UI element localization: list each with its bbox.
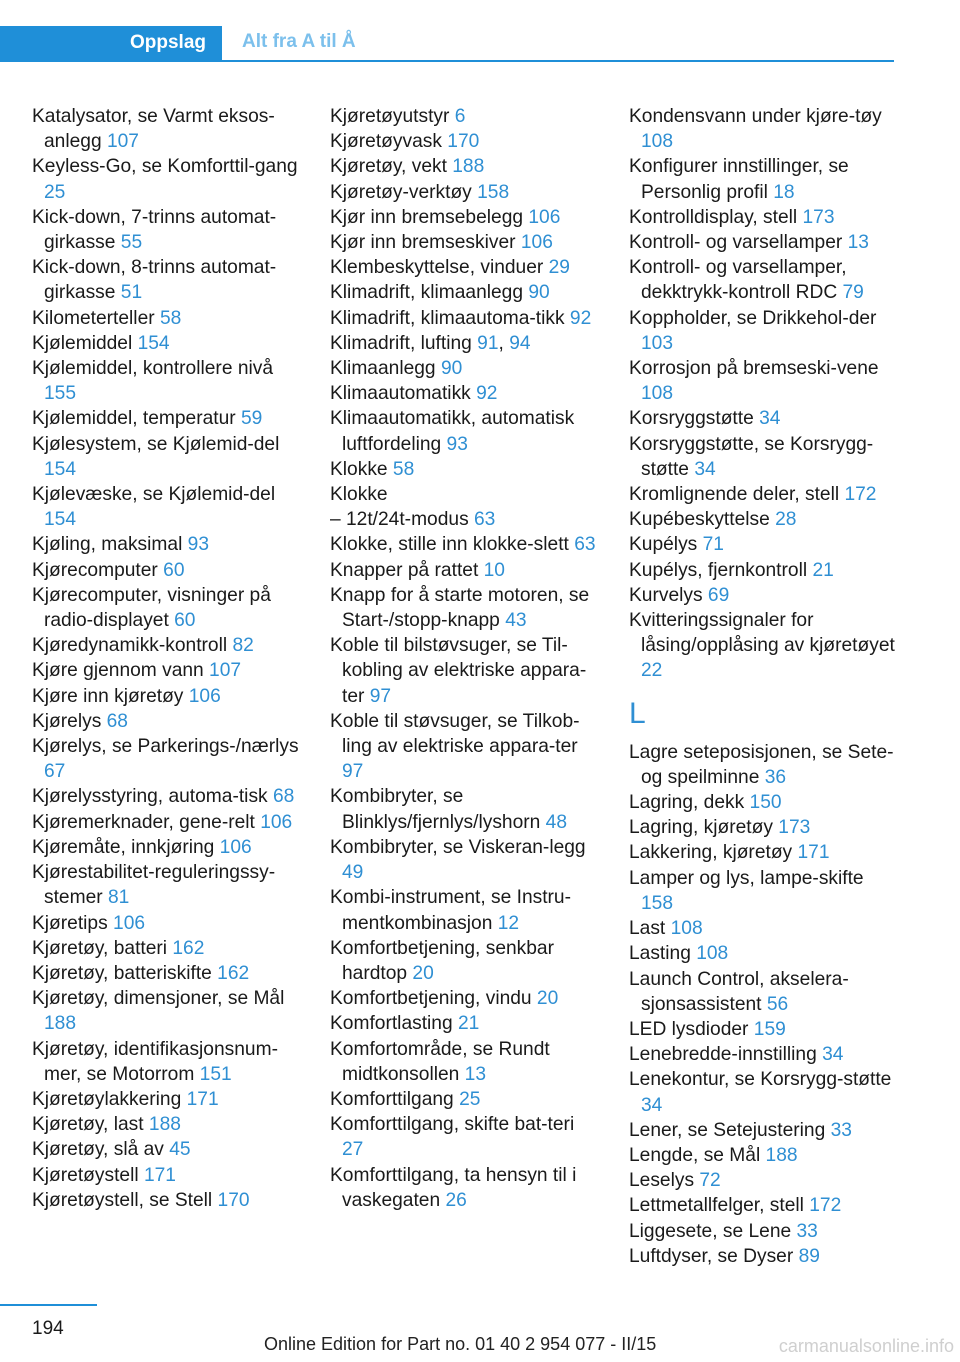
- page-link[interactable]: 97: [369, 685, 392, 707]
- index-term: Korsryggstøtte: [629, 408, 760, 430]
- page-link[interactable]: 49: [342, 862, 364, 884]
- index-entry: [629, 104, 899, 154]
- index-entry: [32, 1163, 302, 1188]
- index-term: LED lysdioder: [629, 1018, 754, 1040]
- index-entry: [330, 406, 600, 456]
- index-term: Kjørestabilitet-reguleringssy-stemer: [32, 862, 276, 909]
- index-entry: [629, 815, 899, 840]
- index-term: Kontrolldisplay, stell: [629, 206, 803, 228]
- index-term: Kjøremerknader, gene-relt: [32, 811, 261, 833]
- page-link[interactable]: 171: [186, 1088, 219, 1110]
- page-link[interactable]: 60: [174, 610, 196, 632]
- page-link[interactable]: 158: [641, 892, 674, 914]
- page-link[interactable]: 188: [765, 1144, 798, 1166]
- page-link[interactable]: 20: [412, 962, 434, 984]
- tab-alt-fra-a-til-aa[interactable]: Alt fra A til Å: [242, 31, 356, 52]
- index-term: Kjøretøyvask: [330, 131, 448, 153]
- index-entry: [629, 558, 899, 583]
- page-link[interactable]: 22: [641, 660, 663, 682]
- page-link[interactable]: 13: [847, 232, 869, 254]
- index-entry: [330, 835, 600, 885]
- page-link[interactable]: 48: [545, 811, 568, 833]
- index-term: Kombi-instrument, se Instru-mentkombinasjon: [330, 887, 571, 934]
- index-entry: [32, 734, 302, 784]
- index-term: Knapper på rattet: [330, 559, 484, 581]
- index-term: Komforttilgang, skifte bat-teri: [330, 1114, 575, 1136]
- index-entry: [629, 205, 899, 230]
- index-term: Kontroll- og varsellamper: [629, 232, 848, 254]
- index-entry: [330, 1163, 600, 1213]
- index-term: Klimadrift, lufting: [330, 332, 478, 354]
- page-link[interactable]: 13: [464, 1063, 486, 1085]
- index-term: Lasting: [629, 943, 697, 965]
- index-entry: [330, 558, 600, 583]
- index-entry: [330, 230, 600, 255]
- index-entry: [629, 1042, 899, 1067]
- page-link[interactable]: 106: [219, 836, 252, 858]
- page-link[interactable]: 158: [477, 181, 510, 203]
- page-link[interactable]: 27: [342, 1139, 364, 1161]
- index-entry: [330, 482, 600, 507]
- index-entry: [629, 941, 899, 966]
- index-entry: [32, 205, 302, 255]
- page-link[interactable]: 59: [241, 408, 263, 430]
- page-link[interactable]: 51: [120, 282, 143, 304]
- page-link[interactable]: 72: [699, 1170, 721, 1192]
- index-entry: [330, 180, 600, 205]
- index-term: Kombibryter, se Blinklys/fjernlys/lyshorn: [330, 786, 546, 833]
- page-link[interactable]: 29: [548, 257, 570, 279]
- index-term: Kjølesystem, se Kjølemid-del: [32, 433, 280, 455]
- page-link[interactable]: 45: [169, 1139, 191, 1161]
- index-entry: [32, 784, 302, 809]
- index-term: Launch Control, akselera-sjonsassistent: [629, 968, 849, 1015]
- page-link[interactable]: 188: [44, 1013, 77, 1035]
- index-term: Kjøretøylakkering: [32, 1088, 187, 1110]
- page-link[interactable]: 91: [477, 332, 499, 354]
- index-term: Klembeskyttelse, vinduer: [330, 257, 549, 279]
- page-link[interactable]: 150: [749, 792, 782, 814]
- page-link[interactable]: 34: [694, 458, 716, 480]
- page-link[interactable]: 26: [445, 1189, 467, 1211]
- page-link[interactable]: 63: [474, 509, 496, 531]
- index-entry: [330, 280, 600, 305]
- index-entry: [32, 356, 302, 406]
- index-entry: [32, 835, 302, 860]
- page-link[interactable]: 55: [120, 232, 143, 254]
- index-entry: [629, 1244, 899, 1269]
- index-entry: [32, 583, 302, 633]
- index-entry: [32, 684, 302, 709]
- page-link[interactable]: 108: [696, 943, 729, 965]
- index-entry: [330, 154, 600, 179]
- index-entry: [629, 1143, 899, 1168]
- page-link[interactable]: 162: [172, 937, 205, 959]
- page-link[interactable]: 6: [454, 106, 466, 127]
- index-term: Lenekontur, se Korsrygg-støtte: [629, 1069, 892, 1091]
- index-column-2: [330, 104, 600, 1213]
- index-entry: [629, 1219, 899, 1244]
- index-entry: [629, 432, 899, 482]
- index-entry: [32, 633, 302, 658]
- index-term: Kick-down, 7-trinns automat-girkasse: [32, 206, 277, 254]
- index-term: Komfortlasting: [330, 1013, 458, 1035]
- page-link[interactable]: 68: [272, 786, 295, 808]
- index-entry: [32, 154, 302, 204]
- index-term: Klokke: [330, 484, 388, 506]
- page-link[interactable]: 33: [796, 1220, 818, 1242]
- index-term: Katalysator, se Varmt eksos-anlegg: [32, 106, 275, 153]
- index-entry: [330, 255, 600, 280]
- index-term: Kupélys: [629, 534, 703, 556]
- index-term: Kondensvann under kjøre-tøy: [629, 106, 882, 127]
- index-entry: [629, 154, 899, 204]
- page-link[interactable]: 107: [106, 131, 139, 153]
- page-link[interactable]: 171: [797, 842, 830, 864]
- page-link[interactable]: 106: [520, 232, 553, 254]
- index-term: Kjøretips: [32, 912, 114, 934]
- page-number: 194: [32, 1318, 64, 1339]
- index-term: Kjørecomputer: [32, 559, 164, 581]
- index-term: Lamper og lys, lampe-skifte: [629, 867, 864, 889]
- index-term: Lagring, kjøretøy: [629, 817, 779, 839]
- page-link[interactable]: 68: [106, 710, 128, 732]
- page-link[interactable]: 92: [476, 383, 498, 405]
- page-link[interactable]: 173: [802, 206, 835, 228]
- index-entry: [32, 406, 302, 431]
- tab-oppslag-label: Oppslag: [129, 32, 206, 53]
- index-entry: [32, 1112, 302, 1137]
- page-link[interactable]: 28: [775, 509, 797, 531]
- index-entry: [32, 860, 302, 910]
- index-term: Konfigurer innstillinger, se Personlig profil: [629, 156, 849, 203]
- index-term: Kjørelys, se Parkerings-/nærlys: [32, 736, 299, 758]
- index-entry: [330, 936, 600, 986]
- page-link[interactable]: 12: [497, 912, 520, 934]
- page-link[interactable]: 103: [641, 332, 674, 354]
- index-entry: [330, 633, 600, 709]
- index-entry: [629, 1193, 899, 1218]
- index-term: Kjøretøy, identifikasjonsnum-mer, se Motorrom: [32, 1038, 278, 1085]
- page-link[interactable]: 154: [137, 332, 170, 354]
- index-term: Kick-down, 8-trinns automat-girkasse: [32, 257, 277, 304]
- page-link[interactable]: 34: [641, 1094, 663, 1116]
- index-term: Kilometerteller: [32, 307, 160, 329]
- index-entry: [629, 740, 899, 790]
- index-term: Koble til støvsuger, se Tilkob-ling av elektriske appara-ter: [330, 710, 580, 758]
- page-link[interactable]: 188: [452, 156, 485, 178]
- index-entry: [629, 790, 899, 815]
- edition-note: Online Edition for Part no. 01 40 2 954 077 - II/15: [264, 1334, 657, 1354]
- index-term: Kjølemiddel, temperatur: [32, 408, 242, 430]
- index-term: Kontroll- og varsellamper, dekktrykk-kontroll RDC: [629, 257, 847, 304]
- index-term: Kjølemiddel, kontrollere nivå: [32, 358, 274, 380]
- page-link[interactable]: 106: [188, 685, 221, 707]
- index-term: Kjøretøystell: [32, 1164, 144, 1186]
- index-entry: [330, 331, 600, 356]
- index-entry: [629, 507, 899, 532]
- index-term: Leselys: [629, 1170, 700, 1192]
- page-link[interactable]: 79: [842, 282, 864, 304]
- index-term: Kvitteringssignaler for låsing/opplåsing av kjøretøyet: [629, 610, 895, 657]
- index-entry: [32, 709, 302, 734]
- index-term: Koble til bilstøvsuger, se Til-kobling av elektriske appara-ter: [330, 635, 587, 707]
- index-entry: [330, 356, 600, 381]
- page-link[interactable]: 67: [44, 761, 66, 783]
- index-term: Kjøretøyutstyr: [330, 106, 455, 127]
- index-entry: [32, 104, 302, 154]
- index-entry: [32, 986, 302, 1036]
- index-entry: [629, 1118, 899, 1143]
- page-link[interactable]: 170: [447, 131, 480, 153]
- index-term: Lagre seteposisjonen, se Sete- og speilminne: [629, 741, 894, 788]
- index-term: Kromlignende deler, stell: [629, 484, 845, 506]
- page-link[interactable]: 63: [574, 534, 596, 556]
- page-link[interactable]: 155: [44, 383, 77, 405]
- section-letter: L: [629, 696, 646, 730]
- page-link[interactable]: 92: [569, 307, 592, 329]
- page-link[interactable]: 108: [641, 383, 674, 405]
- index-entry: [629, 482, 899, 507]
- watermark: carmanualsonline.info: [778, 1336, 954, 1356]
- index-term: Klimaautomatikk: [330, 383, 477, 405]
- index-entry: [32, 1037, 302, 1087]
- index-entry: [32, 306, 302, 331]
- page-link[interactable]: 21: [812, 559, 834, 581]
- index-term: Luftdyser, se Dyser: [629, 1245, 799, 1267]
- index-entry: [629, 255, 899, 305]
- index-term: Kjøre inn kjøretøy: [32, 685, 189, 707]
- page-link[interactable]: 58: [159, 307, 182, 329]
- page-link[interactable]: 89: [798, 1245, 820, 1267]
- index-column-3: [629, 104, 899, 1269]
- page-link[interactable]: 106: [113, 912, 146, 934]
- index-term: Kjøretøy, vekt: [330, 156, 453, 178]
- index-entry: [32, 1137, 302, 1162]
- index-entry: [32, 1188, 302, 1213]
- index-entry: [629, 356, 899, 406]
- page-link[interactable]: 172: [809, 1195, 842, 1217]
- index-term: Kjør inn bremsebelegg: [330, 206, 529, 228]
- index-term: Last: [629, 918, 671, 940]
- index-entry: [629, 230, 899, 255]
- page-link[interactable]: 43: [505, 610, 527, 632]
- index-term: Lener, se Setejustering: [629, 1119, 831, 1141]
- page-link[interactable]: 90: [528, 282, 550, 304]
- index-term: Klimaautomatikk, automatisk luftfordeling: [330, 408, 575, 455]
- index-term: Keyless-Go, se Komforttil-gang: [32, 156, 298, 178]
- index-term: Komfortbetjening, senkbar hardtop: [330, 937, 554, 984]
- index-entry: [32, 936, 302, 961]
- index-entry: [629, 967, 899, 1017]
- index-term: Lenebredde-innstilling: [629, 1044, 823, 1066]
- index-term: Kjøling, maksimal: [32, 534, 188, 556]
- index-term: Kjør inn bremseskiver: [330, 232, 521, 254]
- index-entry: [330, 381, 600, 406]
- index-term: Kjøredynamikk-kontroll: [32, 635, 233, 657]
- index-column-1: [32, 104, 302, 1213]
- page-link[interactable]: 94: [509, 332, 531, 354]
- index-entry: [330, 306, 600, 331]
- page-link[interactable]: 25: [44, 181, 66, 203]
- index-entry: [629, 608, 899, 684]
- index-term: Klimaanlegg: [330, 358, 441, 380]
- index-entry: [32, 911, 302, 936]
- index-entry: [32, 331, 302, 356]
- index-term: Komforttilgang, ta hensyn til i vaskegaten: [330, 1164, 577, 1211]
- page-link[interactable]: 20: [536, 988, 559, 1010]
- index-term: Kjørelys: [32, 710, 107, 732]
- index-term: Liggesete, se Lene: [629, 1220, 797, 1242]
- index-term: Kjøretøy, slå av: [32, 1139, 170, 1161]
- index-term: Kjørelysstyring, automa-tisk: [32, 786, 273, 808]
- index-term: Klokke: [330, 458, 393, 480]
- index-entry: [330, 583, 600, 633]
- index-entry: [32, 658, 302, 683]
- index-term: Kjøre gjennom vann: [32, 660, 210, 682]
- index-term: Koppholder, se Drikkehol-der: [629, 307, 877, 329]
- index-term: Kombibryter, se Viskeran-legg: [330, 836, 586, 858]
- page-link[interactable]: 90: [440, 358, 463, 380]
- index-entry: [330, 532, 600, 557]
- page-link[interactable]: 107: [209, 660, 242, 682]
- index-term: Kjøretøy, batteriskifte: [32, 962, 218, 984]
- index-entry: [330, 885, 600, 935]
- page-link[interactable]: 69: [707, 584, 730, 606]
- index-term: Kupébeskyttelse: [629, 509, 776, 531]
- index-entry: [32, 432, 302, 482]
- index-entry: [629, 306, 899, 356]
- index-term: Klimadrift, klimaanlegg: [330, 282, 529, 304]
- index-entry: [629, 916, 899, 941]
- page-link[interactable]: 34: [759, 408, 781, 430]
- index-entry: [629, 1067, 899, 1117]
- index-term: Komfortbetjening, vindu: [330, 988, 537, 1010]
- page-link[interactable]: 81: [107, 887, 130, 909]
- index-entry: [629, 406, 899, 431]
- index-term: Lengde, se Mål: [629, 1144, 766, 1166]
- page-link[interactable]: 21: [457, 1013, 480, 1035]
- index-entry: [32, 1087, 302, 1112]
- index-entry: [330, 205, 600, 230]
- index-term: Knapp for å starte motoren, se Start-/stopp-knapp: [330, 584, 590, 632]
- index-entry: [629, 532, 899, 557]
- index-entry: [629, 840, 899, 865]
- index-term: Korsryggstøtte, se Korsrygg-støtte: [629, 433, 874, 480]
- index-term: Kjøretøystell, se Stell: [32, 1189, 218, 1211]
- page-link[interactable]: 170: [217, 1189, 250, 1211]
- index-entry: [330, 104, 600, 129]
- index-entry: [32, 532, 302, 557]
- page-link[interactable]: 188: [148, 1114, 181, 1136]
- page-link[interactable]: 108: [641, 131, 674, 153]
- index-term: Kjørecomputer, visninger på radio-displayet: [32, 584, 271, 632]
- page-link[interactable]: 106: [260, 811, 293, 833]
- index-entry: [330, 709, 600, 785]
- index-term: Klimadrift, klimaautoma-tikk: [330, 307, 570, 329]
- page-link[interactable]: 172: [844, 484, 877, 506]
- footer-divider: [0, 1304, 97, 1306]
- index-term: Kjølevæske, se Kjølemid-del: [32, 484, 276, 506]
- page-link[interactable]: 171: [143, 1164, 176, 1186]
- index-entry: [629, 1168, 899, 1193]
- index-term: Klokke, stille inn klokke-slett: [330, 534, 575, 556]
- page-link[interactable]: 106: [528, 206, 561, 228]
- index-entry: [330, 784, 600, 834]
- page-link[interactable]: 173: [778, 817, 811, 839]
- index-entry: [330, 507, 600, 532]
- index-term: Kurvelys: [629, 584, 708, 606]
- index-term: Komforttilgang: [330, 1088, 460, 1110]
- index-entry: [32, 810, 302, 835]
- header-divider: [222, 60, 894, 62]
- index-term: – 12t/24t-modus: [330, 509, 474, 531]
- page-link[interactable]: 162: [217, 962, 250, 984]
- page-link[interactable]: 154: [44, 509, 77, 531]
- tab-oppslag[interactable]: [0, 26, 222, 62]
- index-term: Kupélys, fjernkontroll: [629, 559, 813, 581]
- index-entry: [330, 457, 600, 482]
- page-link[interactable]: 10: [483, 559, 505, 581]
- index-entry: [32, 961, 302, 986]
- index-term: Lakkering, kjøretøy: [629, 842, 798, 864]
- index-entry: [330, 1037, 600, 1087]
- index-entry: [629, 866, 899, 916]
- index-term: Lagring, dekk: [629, 792, 750, 814]
- page-link[interactable]: 93: [446, 433, 468, 455]
- index-entry: [330, 986, 600, 1011]
- page-link[interactable]: 34: [822, 1044, 844, 1066]
- page-link[interactable]: 18: [773, 181, 795, 203]
- page-link[interactable]: 58: [392, 458, 415, 480]
- page-link[interactable]: 36: [764, 766, 787, 788]
- page-link[interactable]: 151: [199, 1063, 232, 1085]
- index-entry: [330, 1011, 600, 1036]
- page-link[interactable]: 71: [702, 534, 724, 556]
- index-term: Kjøretøy, batteri: [32, 937, 173, 959]
- page-link[interactable]: 25: [459, 1088, 481, 1110]
- index-entry: [629, 1017, 899, 1042]
- page-link[interactable]: 108: [670, 918, 703, 940]
- index-term: Korrosjon på bremseski-vene: [629, 358, 879, 380]
- index-term: Komfortområde, se Rundt midtkonsollen: [330, 1038, 550, 1085]
- page-link[interactable]: 56: [766, 993, 789, 1015]
- page-link[interactable]: 82: [232, 635, 254, 657]
- index-term: Kjøremåte, innkjøring: [32, 836, 220, 858]
- page-link[interactable]: 93: [187, 534, 210, 556]
- index-term: Lettmetallfelger, stell: [629, 1195, 810, 1217]
- page-header: [0, 0, 960, 62]
- page-link[interactable]: 159: [753, 1018, 786, 1040]
- page-link[interactable]: 33: [830, 1119, 852, 1141]
- page-separator: ,: [498, 332, 510, 354]
- index-term: Kjølemiddel: [32, 332, 138, 354]
- page-link[interactable]: 97: [342, 761, 364, 783]
- index-entry: [330, 1087, 600, 1112]
- index-entry: [32, 558, 302, 583]
- page-link[interactable]: 60: [163, 559, 185, 581]
- page-link[interactable]: 154: [44, 458, 77, 480]
- index-term: Kjøretøy-verktøy: [330, 181, 478, 203]
- index-entry: [32, 255, 302, 305]
- index-term: Kjøretøy, last: [32, 1114, 149, 1136]
- index-term: Kjøretøy, dimensjoner, se Mål: [32, 988, 285, 1010]
- index-entry: [629, 583, 899, 608]
- index-entry: [32, 482, 302, 532]
- index-entry: [330, 1112, 600, 1162]
- index-entry: [330, 129, 600, 154]
